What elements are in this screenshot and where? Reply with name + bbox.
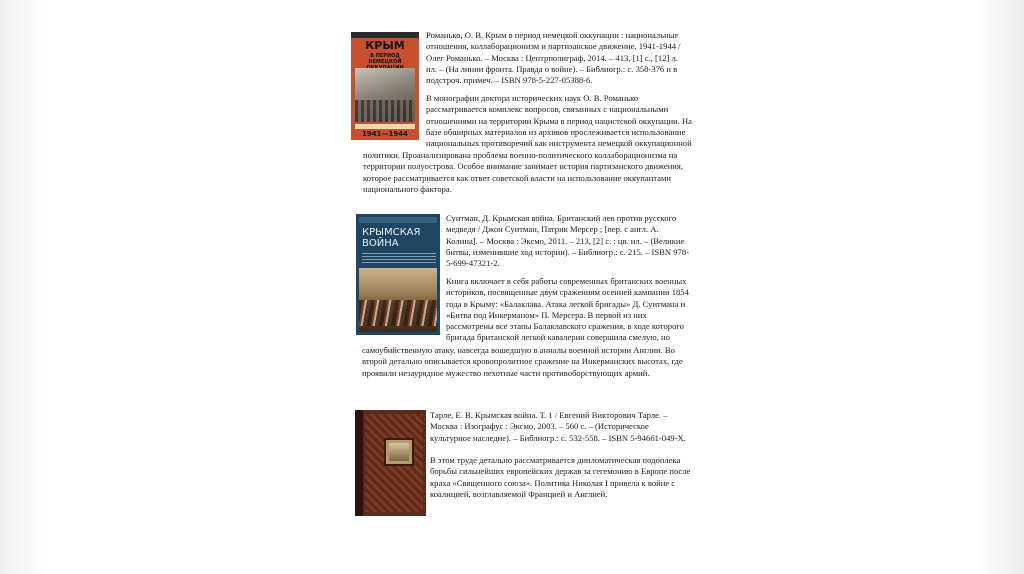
- cover-subtitle: В ПЕРИОД НЕМЕЦКОЙ: [368, 53, 402, 65]
- cover-title: КРЫМ: [365, 39, 405, 52]
- page-edge-right: [978, 0, 1024, 574]
- annotation-tarle: В этом труде детально рассматривается дипломатическая подоплека борьбы сильнейших европейских держав за гегемонию в Европе после краха «Священного союза». Политика Николая I привела к войне с коалицией, возглавляемой Францией и Англией.: [430, 455, 691, 499]
- annotation-romanko-full: политики. Проанализирована проблема военно-политического коллаборационизма на территории полуострова. Особое внимание занимает история партизанского движения, которое рассматривается как ответ советской власти на использование оккупантами национального фактора.: [363, 150, 683, 194]
- cover-title: КРЫМСКАЯ ВОЙНА: [362, 227, 421, 249]
- citation-sweetman: Суитман, Д. Крымская война. Британский лев против русского медведя / Джон Суитман, Патрик Мерсер ; [пер. с англ. А. Колина]. – Москва : Эксмо, 2011. – 213, [2] с. : цв. ил. – (Великие битвы, изменившие ход истории). – Библиогр.: с. 215. – ISBN 978- 5-699-47321-2.: [446, 213, 690, 269]
- book-cover-romanko: [351, 32, 419, 140]
- annotation-romanko-beside: В монографии доктора исторических наук О. В. Романько рассматривается комплекс вопросов, связанных с национальными отношениями на территории Крыма в период нацистской оккупации. На базе обширных материалов из архивов прослеживается использование национальных противоречий как инструмента немецкой оккупационной: [426, 93, 692, 149]
- cover-frame: [384, 438, 414, 466]
- cover-photo: [355, 68, 415, 122]
- cover-top-band: [359, 217, 437, 223]
- cover-top-band: [351, 32, 419, 38]
- cover-spine: [355, 410, 363, 516]
- book-cover-sweetman: [356, 214, 440, 335]
- annotation-sweetman-beside: Книга включает в себя работы современных британских военных историков, посвященные двум сражениям осенней кампании 1854 года в Крыму: «Балаклава. Атака легкой бригады» Д. Суитмана и «Битва под Инкерманом» П. Мерсера. В первой из них рассмотрены все этапы Балаклавского сражения, в ходе которого бригада британской легкой кавалерии совершила смелую, но: [446, 276, 689, 343]
- cover-years: 1941—1944: [362, 130, 408, 138]
- annotation-sweetman-full: самоубийственную атаку, навсегда вошедшую в анналы военной истории Англии. Во второй детально описывается кровопролитное сражение на Инкерманских высотах, где проявили незаурядное мужество пехотные части противоборствующих армий.: [362, 345, 683, 378]
- cover-subtitle-lines: [362, 251, 436, 263]
- cover-painting: [359, 268, 437, 332]
- cover-strip: [355, 124, 415, 129]
- citation-romanko: Романько, О. В. Крым в период немецкой оккупации : национальные отношения, коллаборационизм и партизанское движение, 1941-1944 / Олег Романько. – Москва : Центрполиграф, 2014. – 413, [1] с., [12] л. ил. – (На линии фронта. Правда о войне). – Библиогр.: с. 358-376 и в подстроч. примеч. – ISBN 978-5-227-05388-6.: [426, 30, 681, 86]
- page-edge-left: [0, 0, 46, 574]
- book-cover-tarle: [355, 410, 426, 516]
- citation-tarle: Тарле, Е. В. Крымская война. Т. 1 / Евгений Викторович Тарле. – Москва : Изографус : Эксмо, 2003. – 560 с. – (Историческое культурное наследие). – Библиогр.: с. 532-558. – ISBN 5-94661-049-X.: [430, 410, 686, 443]
